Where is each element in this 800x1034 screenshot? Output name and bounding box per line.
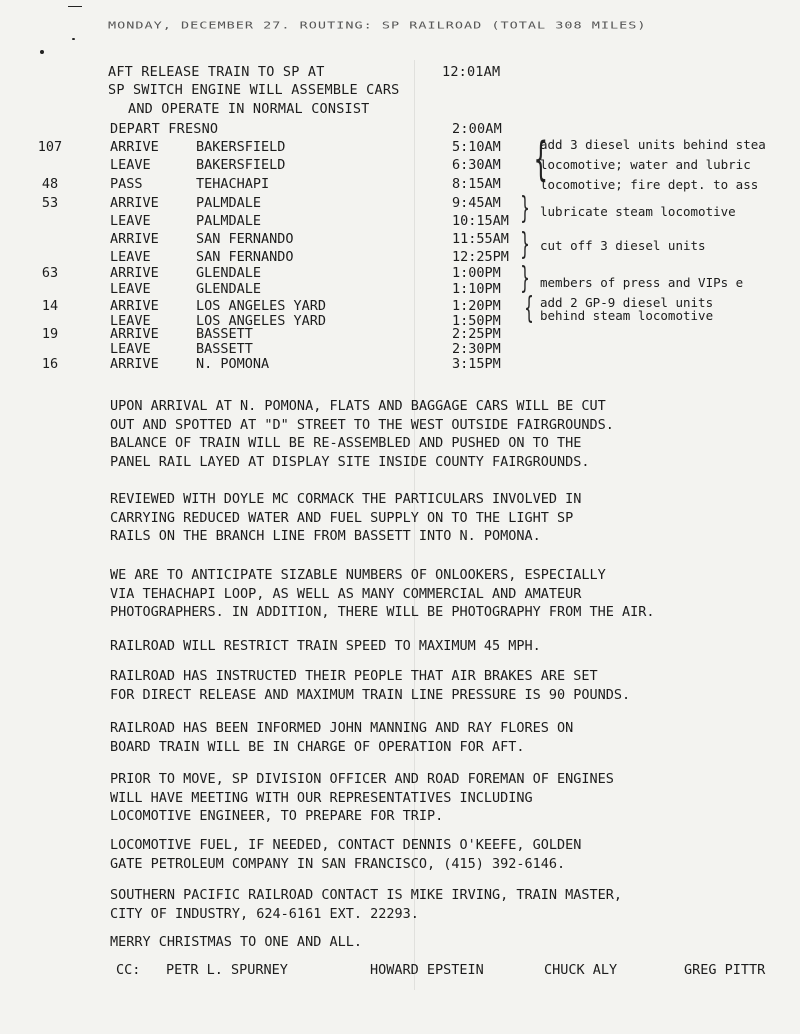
action: ARRIVE bbox=[110, 326, 159, 342]
station: GLENDALE bbox=[196, 265, 262, 281]
action: LEAVE bbox=[110, 281, 151, 297]
margin-note: cut off 3 diesel units bbox=[540, 238, 706, 253]
margin-note: lubricate steam locomotive bbox=[540, 204, 736, 219]
intro-time: 2:00AM bbox=[452, 121, 502, 137]
action: ARRIVE bbox=[110, 356, 159, 372]
time: 8:15AM bbox=[452, 176, 501, 192]
station: BASSETT bbox=[196, 341, 253, 357]
action: LEAVE bbox=[110, 157, 151, 173]
page-header: MONDAY, DECEMBER 27. ROUTING: SP RAILROAD (TOTAL 308 MILES) bbox=[108, 20, 647, 32]
station: SAN FERNANDO bbox=[196, 249, 294, 265]
time: 1:50PM bbox=[452, 313, 501, 329]
station: PALMDALE bbox=[196, 195, 262, 211]
time: 2:25PM bbox=[452, 326, 501, 342]
margin-note: behind steam locomotive bbox=[540, 308, 714, 323]
scan-speck bbox=[72, 38, 75, 40]
action: ARRIVE bbox=[110, 265, 159, 281]
paragraph: RAILROAD HAS INSTRUCTED THEIR PEOPLE THAT AIR BRAKES ARE SET FOR DIRECT RELEASE AND MAXIMUM TRAIN LINE PRESSURE IS 90 POUNDS. bbox=[110, 668, 631, 703]
brace-mark: { bbox=[524, 291, 534, 326]
time: 1:00PM bbox=[452, 265, 501, 281]
margin-note: members of press and VIPs e bbox=[540, 275, 744, 290]
station: SAN FERNANDO bbox=[196, 231, 294, 247]
intro-line: AFT RELEASE TRAIN TO SP AT bbox=[108, 64, 325, 80]
intro-line: SP SWITCH ENGINE WILL ASSEMBLE CARS bbox=[108, 82, 400, 98]
station: BAKERSFIELD bbox=[196, 139, 286, 155]
time: 5:10AM bbox=[452, 139, 501, 155]
cc-name: CHUCK ALY bbox=[544, 962, 618, 978]
intro-time: 12:01AM bbox=[442, 64, 501, 80]
scan-speck bbox=[68, 6, 82, 7]
scan-speck bbox=[40, 50, 44, 54]
cc-name: PETR L. SPURNEY bbox=[166, 962, 288, 978]
action: LEAVE bbox=[110, 213, 151, 229]
station: BAKERSFIELD bbox=[196, 157, 286, 173]
time: 1:20PM bbox=[452, 298, 501, 314]
margin-note: add 3 diesel units behind stea bbox=[540, 137, 766, 152]
brace-mark: } bbox=[520, 191, 530, 226]
brace-mark: } bbox=[520, 261, 530, 296]
action: ARRIVE bbox=[110, 231, 159, 247]
time: 11:55AM bbox=[452, 231, 509, 247]
mileage: 107 bbox=[37, 139, 63, 155]
paragraph: WE ARE TO ANTICIPATE SIZABLE NUMBERS OF ONLOOKERS, ESPECIALLY VIA TEHACHAPI LOOP, AS WELL AS MANY COMMERCIAL AND AMATEUR PHOTOGRAPHERS. IN ADDITION, THERE WILL BE PHOTOGRAPHY FROM THE AIR. bbox=[110, 567, 655, 620]
paragraph: RAILROAD WILL RESTRICT TRAIN SPEED TO MAXIMUM 45 MPH. bbox=[110, 638, 541, 654]
mileage: 63 bbox=[41, 265, 59, 281]
station: GLENDALE bbox=[196, 281, 262, 297]
brace-mark: } bbox=[520, 227, 530, 262]
paragraph: PRIOR TO MOVE, SP DIVISION OFFICER AND ROAD FOREMAN OF ENGINES WILL HAVE MEETING WITH OUR REPRESENTATIVES INCLUDING LOCOMOTIVE ENGINEER, TO PREPARE FOR TRIP. bbox=[110, 771, 614, 824]
margin-note: locomotive; fire dept. to ass bbox=[540, 177, 759, 192]
mileage: 48 bbox=[41, 176, 59, 192]
action: PASS bbox=[110, 176, 143, 192]
margin-note: locomotive; water and lubric bbox=[540, 157, 751, 172]
paragraph: MERRY CHRISTMAS TO ONE AND ALL. bbox=[110, 934, 362, 950]
action: ARRIVE bbox=[110, 139, 159, 155]
action: LEAVE bbox=[110, 249, 151, 265]
margin-note: add 2 GP-9 diesel units bbox=[540, 295, 714, 310]
time: 12:25PM bbox=[452, 249, 509, 265]
time: 2:30PM bbox=[452, 341, 501, 357]
action: LEAVE bbox=[110, 341, 151, 357]
time: 10:15AM bbox=[452, 213, 509, 229]
paragraph: UPON ARRIVAL AT N. POMONA, FLATS AND BAGGAGE CARS WILL BE CUT OUT AND SPOTTED AT "D" STREET TO THE WEST OUTSIDE FAIRGROUNDS. BALANCE OF TRAIN WILL BE RE-ASSEMBLED AND PUSHED ON TO THE PANEL RAIL LAYED AT DISPLAY SITE INSIDE COUNTY FAIRGROUNDS. bbox=[110, 398, 614, 470]
action: ARRIVE bbox=[110, 195, 159, 211]
cc-name: HOWARD EPSTEIN bbox=[370, 962, 484, 978]
mileage: 19 bbox=[41, 326, 59, 342]
intro-line: DEPART FRESNO bbox=[110, 121, 219, 137]
brace-mark: { bbox=[533, 132, 548, 186]
station: BASSETT bbox=[196, 326, 253, 342]
station: LOS ANGELES YARD bbox=[196, 313, 327, 329]
time: 6:30AM bbox=[452, 157, 501, 173]
station: LOS ANGELES YARD bbox=[196, 298, 327, 314]
station: PALMDALE bbox=[196, 213, 262, 229]
paragraph: RAILROAD HAS BEEN INFORMED JOHN MANNING AND RAY FLORES ON BOARD TRAIN WILL BE IN CHARGE OF OPERATION FOR AFT. bbox=[110, 720, 574, 755]
cc-name: GREG PITTR bbox=[684, 962, 766, 978]
paragraph: REVIEWED WITH DOYLE MC CORMACK THE PARTICULARS INVOLVED IN CARRYING REDUCED WATER AND FUEL SUPPLY ON TO THE LIGHT SP RAILS ON THE BRANCH LINE FROM BASSETT INTO N. POMONA. bbox=[110, 491, 582, 544]
action: ARRIVE bbox=[110, 298, 159, 314]
time: 3:15PM bbox=[452, 356, 501, 372]
station: TEHACHAPI bbox=[196, 176, 270, 192]
time: 9:45AM bbox=[452, 195, 501, 211]
action: LEAVE bbox=[110, 313, 151, 329]
time: 1:10PM bbox=[452, 281, 501, 297]
station: N. POMONA bbox=[196, 356, 270, 372]
cc-label: CC: bbox=[116, 962, 141, 978]
paragraph: LOCOMOTIVE FUEL, IF NEEDED, CONTACT DENNIS O'KEEFE, GOLDEN GATE PETROLEUM COMPANY IN SAN FRANCISCO, (415) 392-6146. bbox=[110, 837, 582, 872]
mileage: 16 bbox=[41, 356, 59, 372]
mileage: 14 bbox=[41, 298, 59, 314]
intro-line: AND OPERATE IN NORMAL CONSIST bbox=[128, 101, 370, 117]
mileage: 53 bbox=[41, 195, 59, 211]
paragraph: SOUTHERN PACIFIC RAILROAD CONTACT IS MIKE IRVING, TRAIN MASTER, CITY OF INDUSTRY, 624-6161 EXT. 22293. bbox=[110, 887, 623, 922]
